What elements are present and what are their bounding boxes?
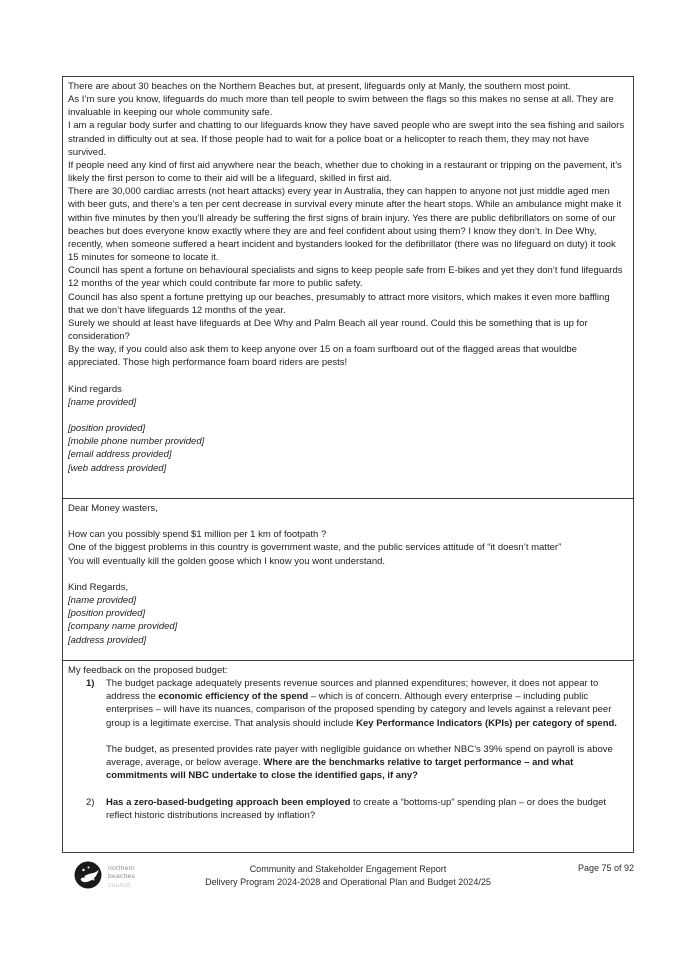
paragraph: I am a regular body surfer and chatting to our lifeguards know they have saved people who are swept into the sea fishing and sailors stranded in difficulty out at sea. If those people had to wait for a police boat or a helicopter to reach them, they may not have survived. <box>68 120 625 158</box>
greeting: Dear Money wasters, <box>68 503 158 514</box>
paragraph: How can you possibly spend $1 million per 1 km of footpath ? <box>68 529 327 541</box>
logo-word-beaches: beaches <box>108 873 136 881</box>
submission-2 <box>63 498 633 660</box>
redacted-name: [name provided] <box>68 396 137 408</box>
text-segment: to create a “bottoms-up” spending plan – or does the budget reflect historic distributions increased by inflation? <box>106 796 607 821</box>
list-marker: 2) <box>86 796 95 808</box>
budget-item-1 <box>68 677 628 782</box>
text-segment: The budget package adequately presents revenue sources and planned expenditures; however, it does not appear to address the <box>106 678 599 703</box>
budget-item-2-content <box>106 796 628 822</box>
submission-1 <box>63 77 633 498</box>
paragraph: You will eventually kill the golden goose which I know you wont understand. <box>68 555 386 567</box>
paragraph: Council has spent a fortune on behavioural specialists and signs to keep people safe from E-bikes and yet they don’t fund lifeguards 12 months of the year which could contribute far more to public safety. <box>68 265 623 290</box>
redacted-email: [email address provided] <box>68 449 172 461</box>
paragraph <box>106 796 628 822</box>
redacted-web: [web address provided] <box>68 462 167 474</box>
text-segment-bold: Has a zero-based-budgeting approach been employed <box>106 796 351 808</box>
redacted-position: [position provided] <box>68 608 146 620</box>
blank-line <box>106 730 628 743</box>
logo-word-council: council <box>108 881 131 889</box>
text-segment-bold: Key Performance Indicators (KPIs) per category of spend. <box>356 717 617 729</box>
signoff: Kind regards <box>68 383 122 395</box>
feedback-intro: My feedback on the proposed budget: <box>68 665 228 676</box>
submission-3 <box>63 660 633 852</box>
paragraph: There are about 30 beaches on the Northern Beaches but, at present, lifeguards only at Manly, the southern most point. <box>68 81 571 92</box>
paragraph: One of the biggest problems in this country is government waste, and the public services attitude of “it doesn’t matter” <box>68 542 562 554</box>
footer-title-line-1: Community and Stakeholder Engagement Report <box>249 864 447 874</box>
logo-word-northern: northern <box>108 865 135 873</box>
text-segment-bold: Where are the benchmarks relative to target performance – and what commitments will NBC undertake to close the identified gaps, if any? <box>106 757 574 782</box>
blank-line <box>68 782 628 795</box>
signoff: Kind Regards, <box>68 581 129 593</box>
paragraph: By the way, if you could also ask them to keep anyone over 15 on a foam surfboard out of the flagged areas that wouldbe appreciated. Those high performance foam board riders are pests! <box>68 344 577 369</box>
redacted-address: [address provided] <box>68 634 147 646</box>
paragraph <box>106 743 628 782</box>
redacted-company: [company name provided] <box>68 621 178 633</box>
footer-report-title <box>62 863 634 889</box>
text-segment-bold: economic efficiency of the spend <box>158 691 309 703</box>
redacted-mobile: [mobile phone number provided] <box>68 436 205 448</box>
text-segment: The budget, as presented provides rate payer with negligible guidance on whether NBC’s 39% spend on payroll is above average, average, or below average. <box>106 743 613 769</box>
submissions-table <box>62 76 634 853</box>
budget-item-1-content <box>106 677 628 782</box>
redacted-name: [name provided] <box>68 595 137 607</box>
blank-line <box>68 409 628 422</box>
page-footer <box>62 858 634 900</box>
text-segment: – which is of concern. Although every enterprise – including public enterprises – will have its nuances, comparison of the proposed spending by category and levels against a relevant peer group is a legitimate exercise. That analysis should include <box>106 691 612 729</box>
list-marker: 1) <box>86 678 95 690</box>
paragraph: If people need any kind of first aid anywhere near the beach, whether due to choking in a restaurant or tripping on the pavement, it’s likely the first person to come to their aid will be a lifeguard, skilled in first aid. <box>68 159 622 185</box>
footer-title-line-2: Delivery Program 2024-2028 and Operational Plan and Budget 2024/25 <box>205 876 491 887</box>
paragraph: Council has also spent a fortune prettying up our beaches, presumably to attract more visitors, which makes it even more baffling that we don’t have lifeguards 12 months of the year. <box>68 291 610 316</box>
paragraph: As I’m sure you know, lifeguards do much more than tell people to swim between the flags so this makes no sense at all. They are invaluable in keeping our whole community safe. <box>68 94 614 119</box>
blank-line <box>68 568 628 581</box>
paragraph <box>106 677 628 730</box>
paragraph: Surely we should at least have lifeguards at Dee Why and Palm Beach all year round. Could this be something that is up for consideration? <box>68 317 588 342</box>
paragraph: There are 30,000 cardiac arrests (not heart attacks) every year in Australia, they can happen to anyone not just middle aged men with beer guts, and there’s a ten per cent decrease in survival every minute after the heart stops. While an ambulance might make it within five minutes by then you’ll already be suffering the first signs of brain injury. Yes there are public defibrillators on some of our beaches but does everyone know exactly where they are and feel confident about using them? I know they don’t. In Dee Why, recently, when someone suffered a heart incident and bystanders looked for the defibrillator (there was no lifeguard on duty) it took 15 minutes for someone to locate it. <box>68 186 622 264</box>
blank-line <box>68 369 628 382</box>
redacted-position: [position provided] <box>68 423 146 435</box>
blank-line <box>68 515 628 528</box>
page-number: Page 75 of 92 <box>577 863 634 873</box>
budget-item-2 <box>68 796 628 822</box>
